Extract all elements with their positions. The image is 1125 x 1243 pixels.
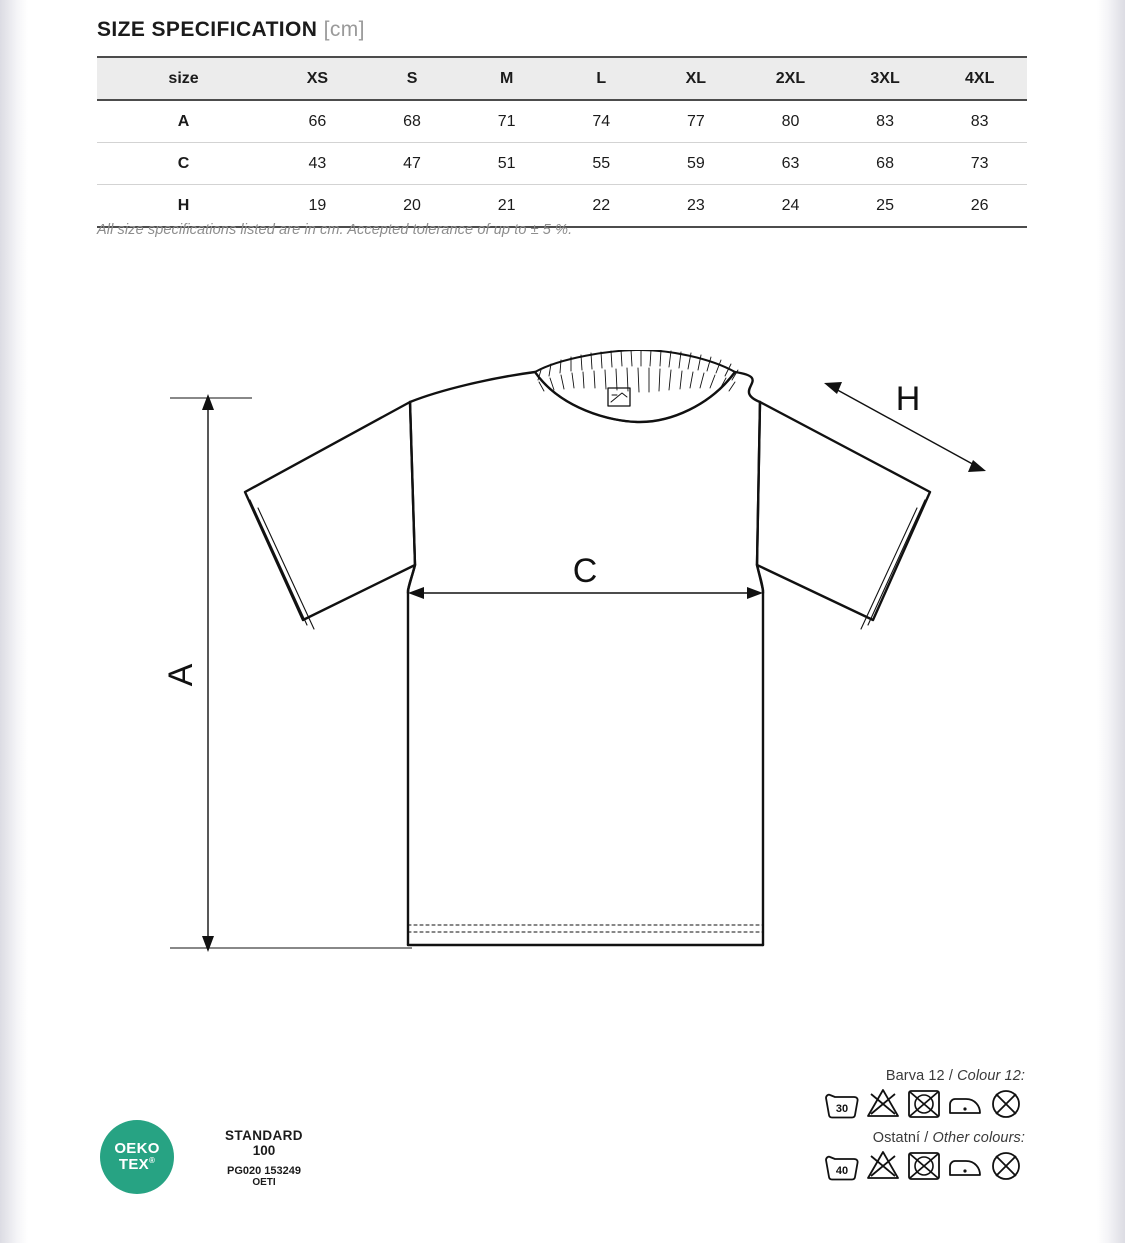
dimension-label-a: A	[162, 663, 200, 687]
dimension-label-h: H	[895, 380, 921, 418]
column-header-xs: XS	[270, 57, 365, 100]
column-header-l: L	[554, 57, 649, 100]
no-bleach-icon	[864, 1148, 902, 1182]
row-label-a: A	[97, 100, 270, 143]
care-label-colour12-en: Colour 12:	[957, 1068, 1025, 1084]
no-tumble-dry-icon	[905, 1086, 943, 1120]
column-header-s: S	[365, 57, 460, 100]
cell-a-4xl: 83	[932, 100, 1027, 143]
cell-c-s: 47	[365, 143, 460, 185]
iron-icon	[946, 1086, 984, 1120]
cell-h-s: 20	[365, 185, 460, 228]
wash-tub-icon	[823, 1148, 861, 1182]
cell-c-xs: 43	[270, 143, 365, 185]
page-edge-right	[1097, 0, 1125, 1243]
care-icons-colour12	[695, 1086, 1025, 1120]
oeko-institute: OETI	[252, 1177, 276, 1188]
tolerance-note: All size specifications listed are in cm. Accepted tolerance of up to ± 5 %.	[97, 222, 573, 238]
oeko-logo-line2: TEX®	[118, 1156, 156, 1173]
care-label-other	[695, 1130, 1025, 1146]
page-edge-left	[0, 0, 28, 1243]
cell-c-4xl: 73	[932, 143, 1027, 185]
oeko-standard-number: 100	[252, 1143, 276, 1158]
column-header-size: size	[97, 57, 270, 100]
column-header-3xl: 3XL	[838, 57, 933, 100]
oeko-certificate-code: PG020 153249	[226, 1165, 301, 1177]
care-label-other-en: Other colours:	[932, 1130, 1025, 1146]
column-header-4xl: 4XL	[932, 57, 1027, 100]
care-label-colour12	[695, 1068, 1025, 1084]
page-title	[97, 18, 365, 42]
no-bleach-icon	[864, 1086, 902, 1120]
cell-h-xl: 23	[649, 185, 744, 228]
table-row	[97, 143, 1027, 185]
cell-h-m: 21	[459, 185, 554, 228]
row-label-h: H	[97, 185, 270, 228]
cell-h-3xl: 25	[838, 185, 933, 228]
row-label-c: C	[97, 143, 270, 185]
column-header-2xl: 2XL	[743, 57, 838, 100]
wash-temperature-label: 30	[835, 1103, 849, 1115]
cell-a-3xl: 83	[838, 100, 933, 143]
no-dry-clean-icon	[987, 1148, 1025, 1182]
cell-a-m: 71	[459, 100, 554, 143]
cell-h-l: 22	[554, 185, 649, 228]
cell-a-xl: 77	[649, 100, 744, 143]
cell-a-2xl: 80	[743, 100, 838, 143]
cell-h-4xl: 26	[932, 185, 1027, 228]
oeko-tex-certification	[100, 1118, 360, 1208]
table-header-row	[97, 57, 1027, 100]
tshirt-technical-drawing	[140, 350, 1030, 990]
cell-a-s: 68	[365, 100, 460, 143]
care-icons-other	[695, 1148, 1025, 1182]
size-specification-table	[97, 56, 1027, 228]
no-dry-clean-icon	[987, 1086, 1025, 1120]
cell-c-xl: 59	[649, 143, 744, 185]
care-label-other-cs: Ostatní /	[872, 1130, 929, 1146]
column-header-m: M	[459, 57, 554, 100]
care-instructions	[695, 1068, 1025, 1192]
table-row	[97, 185, 1027, 228]
cell-a-xs: 66	[270, 100, 365, 143]
page-title-unit: [cm]	[323, 18, 365, 41]
iron-icon	[946, 1148, 984, 1182]
oeko-standard-label: STANDARD	[225, 1128, 303, 1143]
table-row	[97, 100, 1027, 143]
cell-h-xs: 19	[270, 185, 365, 228]
column-header-xl: XL	[649, 57, 744, 100]
oeko-logo-line1: OEKO	[114, 1140, 160, 1158]
wash-tub-icon	[823, 1086, 861, 1120]
cell-a-l: 74	[554, 100, 649, 143]
no-tumble-dry-icon	[905, 1148, 943, 1182]
cell-c-2xl: 63	[743, 143, 838, 185]
oeko-tex-logo	[100, 1120, 174, 1194]
cell-c-l: 55	[554, 143, 649, 185]
wash-temperature-label: 40	[835, 1165, 849, 1177]
oeko-tex-details	[184, 1128, 344, 1188]
dimension-label-c: C	[572, 552, 598, 590]
cell-c-m: 51	[459, 143, 554, 185]
cell-h-2xl: 24	[743, 185, 838, 228]
page-title-text: SIZE SPECIFICATION	[97, 18, 318, 41]
care-label-colour12-cs: Barva 12 /	[885, 1068, 953, 1084]
cell-c-3xl: 68	[838, 143, 933, 185]
